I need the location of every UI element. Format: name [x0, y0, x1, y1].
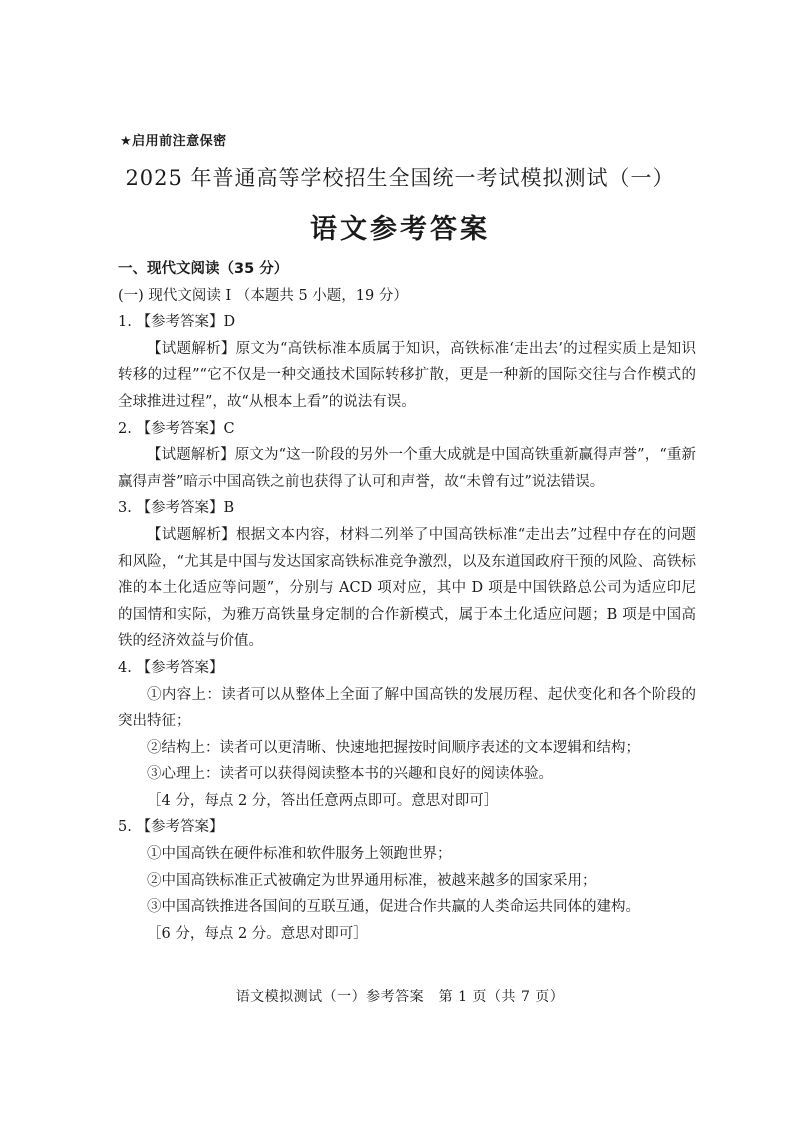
q4-point-2: ②结构上：读者可以更清晰、快速地把握按时间顺序表述的文本逻辑和结构； — [147, 739, 640, 756]
q2-answer: 2. 【参考答案】C — [118, 420, 235, 437]
q5-point-3: ③中国高铁推进各国间的互联互通，促进合作共赢的人类命运共同体的建构。 — [147, 899, 640, 916]
q5-scoring: ［6 分，每点 2 分。意思对即可］ — [147, 925, 368, 942]
document-title: 语文参考答案 — [310, 214, 490, 245]
page-footer: 语文模拟测试（一）参考答案 第 1 页（共 7 页） — [235, 989, 565, 1005]
section-subheading: (一) 现代文阅读 I （本题共 5 小题，19 分） — [118, 287, 408, 304]
q5-point-2: ②中国高铁标准正式被确定为世界通用标准，被越来越多的国家采用； — [147, 872, 597, 889]
q4-scoring: ［4 分，每点 2 分，答出任意两点即可。意思对即可］ — [147, 792, 499, 809]
q5-point-1: ①中国高铁在硬件标准和软件服务上领跑世界； — [147, 846, 452, 863]
q3-analysis: 【试题解析】根据文本内容，材料二列举了中国高铁标准“走出去”过程中存在的问题和风险，“尤其是中国与发达国家高铁标准竞争激烈，以及东道国政府干预的风险、高铁标准的本土化适应等问题”，分别与 ACD 项对应，其中 D 项是中国铁路总公司为适应印尼的国情和实际，为雅万高铁量身定制的合作新模式，属于本土化适应问题；B 项是中国高铁的经济效益与价值。 — [118, 526, 696, 650]
q4-answer: 4. 【参考答案】 — [118, 659, 224, 676]
q1-answer: 1. 【参考答案】D — [118, 314, 236, 331]
q5-answer: 5. 【参考答案】 — [118, 819, 224, 836]
section-heading: 一、现代文阅读（35 分） — [118, 261, 289, 277]
answer-content — [118, 256, 696, 947]
q2-analysis: 【试题解析】原文为“这一阶段的另外一个重大成就是中国高铁重新赢得声誉”，“重新赢得声誉”暗示中国高铁之前也获得了认可和声誉，故“未曾有过”说法错误。 — [118, 447, 696, 490]
exam-title: 2025 年普通高等学校招生全国统一考试模拟测试（一） — [125, 166, 675, 190]
q4-point-3: ③心理上：读者可以获得阅读整本书的兴趣和良好的阅读体验。 — [147, 766, 553, 783]
q3-answer: 3. 【参考答案】B — [118, 500, 235, 517]
confidential-notice: ★启用前注意保密 — [120, 134, 227, 149]
q4-point-1: ①内容上：读者可以从整体上全面了解中国高铁的发展历程、起伏变化和各个阶段的突出特征； — [118, 686, 696, 730]
q1-analysis: 【试题解析】原文为“高铁标准本质属于知识，高铁标准‘走出去’的过程实质上是知识转移的过程”“它不仅是一种交通技术国际转移扩散，更是一种新的国际交往与合作模式的全球推进过程”，故“从根本上看”的说法有误。 — [118, 340, 696, 410]
